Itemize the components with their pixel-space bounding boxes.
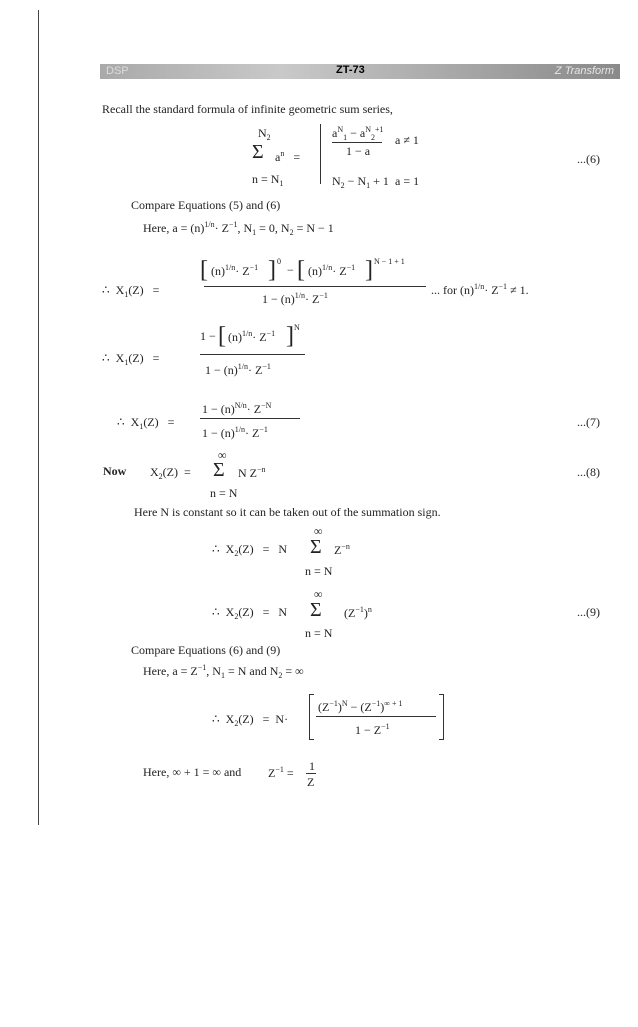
header-chapter: Z Transform [554,65,614,77]
constant-note: Here N is constant so it can be taken out of the summation sign. [134,505,441,519]
eq8-label: ...(8) [577,465,600,479]
eq7-label: ...(7) [577,415,600,429]
condition-text: ... for $(n)^{1/n}\cdot Z^{-1} \ne 1$. [431,282,529,297]
z-inverse-identity: $Z^{-1}$ = [268,765,294,780]
eq6-label: ...(6) [577,152,600,166]
fraction-num: 1 [309,759,315,773]
compare-text-2: Compare Equations (6) and (9) [131,643,281,657]
header-left: DSP [106,65,129,77]
document-page: DSP ZT-73 Z Transform Recall the standard formula of infinite geometric sum series, $N_2$ Σ $a^n$ = $n = N_1$ $a^N_1 - a^N_2^{+1}$ 1 − a a ≠ 1 $N_2 - N_1 + 1$ a = 1 ...(6) Compare Equations (5) and (6) Here, $a = (n)^{1/n}\cdot Z^{-1}$, $N_1 = 0$, $N_2 = N - 1$ [ $(n)^{1/n}\cdot Z^{-1}$ ] 0 − [ $(n)^{1/n}\cdot Z^{-1}$ ] N − 1 + 1 ∴ $X_1(Z)$ = $1 - (n)^{1/n}\cdot Z^{-1}$ ... for $(n)^{1/n}\cdot Z^{-1} \ne 1$. 1 − [ $(n)^{1/n}\cdot Z^{-1}$ ] N ∴ $X_1(Z)$ = $1 - (n)^{1/n}\cdot Z^{-1}$ $1 - (n)^{N/n}\cdot Z^{-N}$ ∴ $X_1(Z)$ = $1 - (n)^{1/n}\cdot Z^{-1}$ ...(7) Now $X_2(Z)$ = ∞ Σ N $Z^{-n}$ n = N ...(8) Here N is constant so it can be taken out of the summation sign. ∞ ∴ $X_2(Z) = N$ Σ $Z^{-n}$ n = N ∞ ∴ $X_2(Z) = N$ Σ $(Z^{-1})^n$ n = N ...(9) Compare Equations (6) and (9) Here, $a = Z^{-1}$, $N_1 = N$ and $N_2$ = ∞ ∴ $X_2(Z) = N\cdot$ $(Z^{-1})^N - (Z^{-1})^{\infty + 1}$ $1 - Z^{-1}$ Here, ∞ + 1 = ∞ and $Z^{-1}$ = 1 Z [0,0,638,1027]
here-line-3: Here, ∞ + 1 = ∞ and [143,765,242,779]
here-line-2: Here, $a = Z^{-1}$, $N_1 = N$ and $N_2$ = ∞ [143,663,304,680]
recall-text: Recall the standard formula of infinite geometric sum series, [102,102,393,116]
compare-text-1: Compare Equations (5) and (6) [131,198,281,212]
fraction-den: Z [307,775,315,789]
header-page-number: ZT-73 [336,64,365,76]
eq9-label: ...(9) [577,605,600,619]
page-header-bar [100,64,620,79]
left-margin-line [38,10,39,825]
here-line-1: Here, $a = (n)^{1/n}\cdot Z^{-1}$, $N_1 = 0$, $N_2 = N - 1$ [143,220,334,237]
